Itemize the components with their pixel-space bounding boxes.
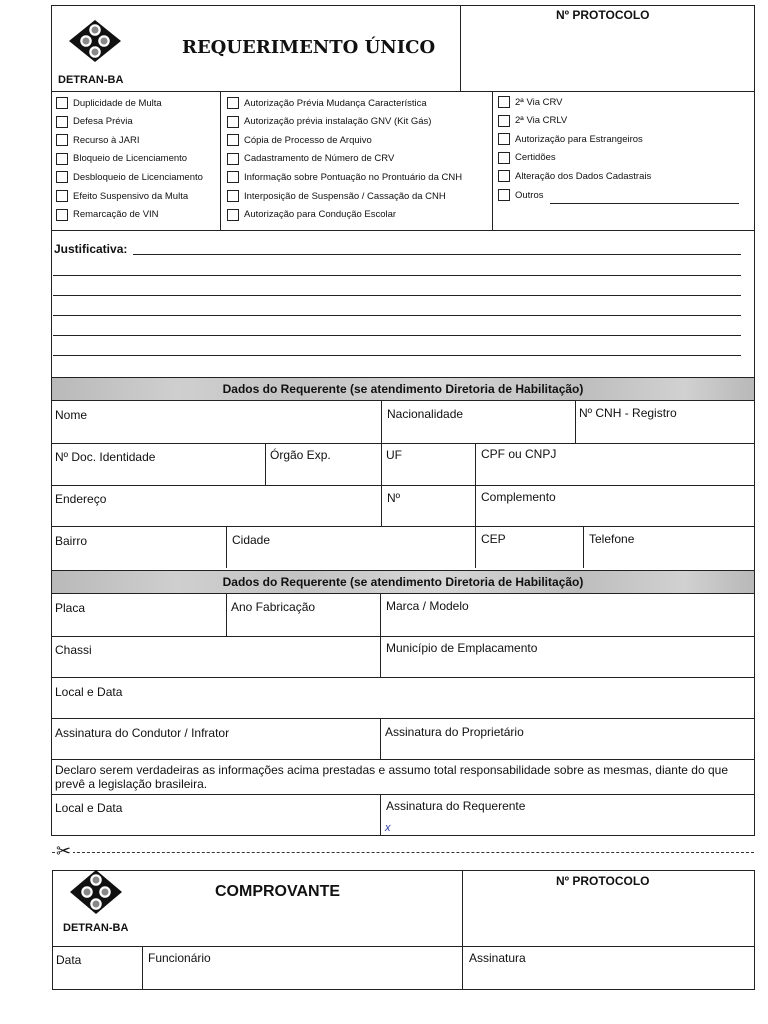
- option-checkbox[interactable]: [498, 115, 510, 127]
- section-heading-veiculo: [52, 570, 754, 594]
- section-heading-text: Dados do Requerente (se atendimento Diretoria de Habilitação): [222, 575, 584, 589]
- cell-divider: [265, 443, 266, 485]
- receipt-protocol-label: Nº PROTOCOLO: [556, 874, 650, 888]
- option-label: Informação sobre Pontuação no Prontuário da CNH: [244, 171, 463, 183]
- option-label: Defesa Prévia: [73, 116, 133, 128]
- option-checkbox[interactable]: [227, 209, 239, 221]
- option-item[interactable]: [56, 209, 159, 221]
- justification-field[interactable]: [53, 238, 753, 362]
- option-checkbox[interactable]: [498, 133, 510, 145]
- field-ano-fabricacao[interactable]: Ano Fabricação: [231, 600, 316, 614]
- option-item[interactable]: [227, 171, 462, 183]
- detran-logo: [66, 17, 124, 65]
- option-label: Autorização para Condução Escolar: [244, 209, 397, 221]
- outros-underline: [550, 203, 739, 204]
- option-item[interactable]: [498, 133, 643, 145]
- option-label: Interposição de Suspensão / Cassação da CNH: [244, 190, 446, 202]
- field-assinatura-condutor[interactable]: Assinatura do Condutor / Infrator: [55, 726, 230, 740]
- option-item[interactable]: [498, 189, 544, 201]
- cell-divider: [380, 594, 381, 636]
- receipt-field-data[interactable]: Data: [56, 953, 82, 967]
- signature-mark: x: [385, 822, 391, 834]
- option-label: 2ª Via CRLV: [515, 115, 568, 127]
- option-checkbox[interactable]: [56, 97, 68, 109]
- field-orgao-exp[interactable]: Órgão Exp.: [270, 448, 331, 462]
- option-checkbox[interactable]: [498, 96, 510, 108]
- field-marca-modelo[interactable]: Marca / Modelo: [386, 599, 469, 613]
- option-label: Efeito Suspensivo da Multa: [73, 190, 189, 202]
- options-bottom-line: [51, 230, 755, 231]
- option-item[interactable]: [56, 190, 188, 202]
- cell-divider: [380, 636, 381, 677]
- cut-line: [52, 852, 754, 853]
- option-label: Cadastramento de Número de CRV: [244, 153, 395, 165]
- option-checkbox[interactable]: [56, 171, 68, 183]
- field-placa[interactable]: Placa: [55, 601, 86, 615]
- field-nome[interactable]: Nome: [55, 408, 88, 422]
- option-item[interactable]: [227, 153, 394, 165]
- cell-divider: [575, 401, 576, 443]
- field-assinatura-requerente[interactable]: Assinatura do Requerente: [386, 799, 526, 813]
- cell-divider: [475, 526, 476, 568]
- option-item[interactable]: [56, 116, 133, 128]
- receipt-row-line: [52, 946, 755, 947]
- field-endereco[interactable]: Endereço: [55, 492, 107, 506]
- section-heading-text: Dados do Requerente (se atendimento Diretoria de Habilitação): [222, 382, 584, 396]
- option-item[interactable]: [227, 116, 431, 128]
- field-telefone[interactable]: Telefone: [589, 532, 635, 546]
- option-label: Cópia de Processo de Arquivo: [244, 134, 372, 146]
- field-local-data-2[interactable]: Local e Data: [55, 801, 123, 815]
- option-checkbox[interactable]: [56, 209, 68, 221]
- option-label: Remarcação de VIN: [73, 209, 159, 221]
- option-label: Autorização prévia instalação GNV (Kit Gás): [244, 116, 432, 128]
- option-checkbox[interactable]: [56, 190, 68, 202]
- option-item[interactable]: [56, 153, 187, 165]
- option-item[interactable]: [227, 190, 446, 202]
- justification-label: Justificativa:: [54, 242, 128, 256]
- cell-divider: [381, 401, 382, 443]
- option-item[interactable]: [498, 170, 651, 182]
- cell-divider: [142, 946, 143, 990]
- field-cep[interactable]: CEP: [481, 532, 506, 546]
- option-label: Duplicidade de Multa: [73, 97, 162, 109]
- option-item[interactable]: [227, 134, 372, 146]
- field-cnh[interactable]: Nº CNH - Registro: [579, 406, 677, 420]
- option-checkbox[interactable]: [56, 116, 68, 128]
- field-complemento[interactable]: Complemento: [481, 490, 556, 504]
- option-item[interactable]: [227, 97, 427, 109]
- option-item[interactable]: [498, 115, 567, 127]
- field-chassi[interactable]: Chassi: [55, 643, 92, 657]
- row-line: [51, 526, 755, 527]
- option-item[interactable]: [498, 96, 563, 108]
- option-item[interactable]: [56, 97, 162, 109]
- justification-line: [53, 295, 741, 296]
- field-uf[interactable]: UF: [386, 448, 402, 462]
- receipt-protocol-field[interactable]: [464, 892, 752, 944]
- detran-diamond-logo-icon: [67, 866, 125, 918]
- field-municipio-emplacamento[interactable]: Município de Emplacamento: [386, 641, 538, 655]
- receipt-field-assinatura[interactable]: Assinatura: [469, 951, 526, 965]
- cell-divider: [381, 485, 382, 526]
- option-checkbox[interactable]: [227, 116, 239, 128]
- row-line: [51, 794, 755, 795]
- option-label: Desbloqueio de Licenciamento: [73, 171, 203, 183]
- option-checkbox[interactable]: [227, 171, 239, 183]
- org-name: DETRAN-BA: [58, 74, 124, 86]
- row-line: [51, 677, 755, 678]
- option-item[interactable]: [227, 209, 396, 221]
- page-title: REQUERIMENTO ÚNICO: [182, 37, 436, 58]
- option-checkbox[interactable]: [498, 152, 510, 164]
- option-label: Alteração dos Dados Cadastrais: [515, 170, 652, 182]
- option-label: 2ª Via CRV: [515, 96, 563, 108]
- option-checkbox[interactable]: [227, 134, 239, 146]
- detran-diamond-logo-icon: [66, 17, 124, 65]
- option-label: Autorização Prévia Mudança Característica: [244, 97, 427, 109]
- detran-logo-receipt: [67, 866, 125, 918]
- field-cidade[interactable]: Cidade: [232, 533, 271, 547]
- cell-divider: [380, 794, 381, 836]
- option-item[interactable]: [56, 171, 203, 183]
- option-checkbox[interactable]: [227, 153, 239, 165]
- justification-line: [53, 315, 741, 316]
- cell-divider: [475, 485, 476, 526]
- justification-line: [53, 335, 741, 336]
- field-cpf-cnpj[interactable]: CPF ou CNPJ: [481, 447, 557, 461]
- option-label: Outros: [515, 189, 544, 201]
- cell-divider: [475, 443, 476, 485]
- declaration-text: Declaro serem verdadeiras as informações acima prestadas e assumo total responsabilidade sobre as mesmas, diante do que prevê a legislação brasileira.: [55, 763, 729, 791]
- option-checkbox[interactable]: [227, 97, 239, 109]
- justification-line: [133, 254, 741, 255]
- row-line: [51, 443, 755, 444]
- field-nacionalidade[interactable]: Nacionalidade: [387, 407, 464, 421]
- protocol-field[interactable]: [462, 26, 752, 88]
- row-line: [51, 636, 755, 637]
- justification-line: [53, 275, 741, 276]
- cell-divider: [381, 443, 382, 485]
- option-label: Certidões: [515, 152, 556, 164]
- cell-divider: [380, 718, 381, 759]
- option-item[interactable]: [498, 152, 556, 164]
- option-checkbox[interactable]: [498, 189, 510, 201]
- field-local-data[interactable]: Local e Data: [55, 685, 123, 699]
- option-checkbox[interactable]: [56, 153, 68, 165]
- option-checkbox[interactable]: [227, 190, 239, 202]
- row-line: [51, 718, 755, 719]
- justification-line: [53, 355, 741, 356]
- protocol-label: Nº PROTOCOLO: [556, 8, 650, 22]
- row-line: [51, 759, 755, 760]
- option-item[interactable]: [56, 134, 140, 146]
- option-checkbox[interactable]: [56, 134, 68, 146]
- field-bairro[interactable]: Bairro: [55, 534, 88, 548]
- receipt-title: COMPROVANTE: [215, 883, 341, 900]
- receipt-org-name: DETRAN-BA: [63, 922, 129, 934]
- options-divider-1: [220, 92, 221, 231]
- cell-divider: [226, 594, 227, 636]
- cell-divider: [462, 946, 463, 990]
- option-label: Autorização para Estrangeiros: [515, 133, 643, 145]
- cell-divider: [583, 526, 584, 568]
- options-divider-2: [492, 92, 493, 231]
- section-heading-requerente: [52, 377, 754, 401]
- option-label: Recurso à JARI: [73, 134, 140, 146]
- option-label: Bloqueio de Licenciamento: [73, 153, 188, 165]
- field-assinatura-proprietario[interactable]: Assinatura do Proprietário: [385, 725, 524, 739]
- cell-divider: [226, 526, 227, 568]
- field-numero[interactable]: Nº: [387, 491, 401, 505]
- receipt-field-funcionario[interactable]: Funcionário: [148, 951, 211, 965]
- field-doc-identidade[interactable]: Nº Doc. Identidade: [55, 450, 156, 464]
- header-bottom-line: [51, 91, 755, 92]
- option-checkbox[interactable]: [498, 170, 510, 182]
- scissors-icon: ✂: [56, 841, 72, 861]
- row-line: [51, 485, 755, 486]
